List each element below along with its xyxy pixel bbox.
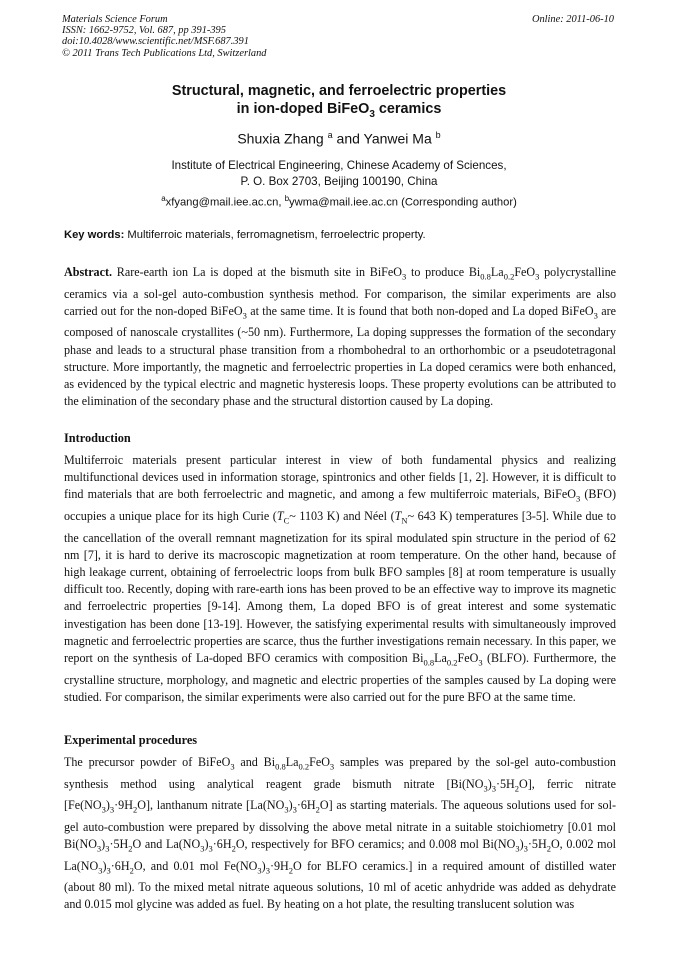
keywords-label: Key words: [64,229,125,241]
title-line-2: in ion-doped BiFeO$_3$ ceramics [236,101,442,120]
abstract-paragraph: Abstract. Rare-earth ion La is doped at the bismuth site in BiFeO$_3$ to produce $Bi_{0.8}La_{0.2}FeO_3$ polycrystalline ceramics via a sol-gel auto-combustion synthesis method. For comparison, the similar experiments are also carried out for the non-doped BiFeO$_3$ at the same time. It is found that both non-doped and La doped BiFeO$_3$ are composed of nanoscale crystallites (~50 nm). Furthermore, La doping suppresses the formation of the secondary phase and leads to a structural phase transition from a rhombohedral to an orthorhombic or a pseudotetragonal structure. More importantly, the magnetic and ferroelectric properties in La doped ceramics were both enhanced, as evidenced by the typical electric and magnetic hysteresis loops. These property evolutions can be attributed to the elimination of the secondary phase and the structural distortion caused by La doping. [64,265,617,409]
doi-line: doi:10.4028/www.scientific.net/MSF.687.391 [62,36,249,48]
journal-header [62,14,266,59]
affiliation: Institute of Electrical Engineering, Chinese Academy of Sciences, P. O. Box 2703, Beijing 100190, China [171,159,507,188]
paper-title [62,82,616,124]
online-date: Online: 2011-06-10 [531,14,614,25]
author-emails: $^a$xfyang@mail.iee.ac.cn, $^b$ywma@mail.iee.ac.cn (Corresponding author) [161,194,517,209]
keywords: Key words: Multiferroic materials, ferromagnetism, ferroelectric property. [64,229,426,241]
experimental-heading: Experimental procedures [64,733,198,747]
title-line-1: Structural, magnetic, and ferroelectric properties [171,83,507,99]
introduction-paragraph: Multiferroic materials present particular interest in view of both fundamental physics and realizing multifunctional devices used in information storage, spintronics and other fields [1, 2]. However, it is difficult to find materials that are both ferroelectric and magnetic, and among a few multiferroic materials, BiFeO$_3$ (BFO) occupies a unique place for its high Curie ($T_C\sim$ 1103 K) and Néel ($T_N\sim$ 643 K) temperatures [3-5]. While due to the cancellation of the overall remnant magnetization for its spiral modulated spin structure in the period of 62 nm [7], it is hard to derive its macroscopic magnetization at room temperature. On the other hand, because of high leakage current, obtaining of ferroelectric loops from bulk BFO samples [8] at room temperature is usually difficult too. Recently, doping with rare-earth ions has been proved to be an effective way to improve its magnetic and ferroelectric properties [9-14]. Among them, La doped BFO is of great interest and some systematic investigation has been done [13-19]. However, the satisfying experimental results with simultaneously improved magnetic and ferroelectric properties are scarce, thus the further investigations remain necessary. In this paper, we report on the synthesis of La-doped BFO ceramics with composition $Bi_{0.8}La_{0.2}FeO_3$ (BLFO). Furthermore, the crystalline structure, morphology, and magnetic and electric properties of the samples caused by La doping were studied. For comparison, the similar experiments were also carried out for the pure BFO at the same time. [64,453,617,704]
introduction-heading: Introduction [64,431,131,445]
author-name: Yanwei Ma [363,130,432,147]
copyright-line: © 2011 Trans Tech Publications Ltd, Switzerland [62,47,267,59]
author-list: Shuxia Zhang $^a$ and Yanwei Ma $^b$ [237,130,441,147]
journal-name: Materials Science Forum [62,14,168,25]
abstract-label: Abstract. [64,265,113,279]
issn-line: ISSN: 1662-9752, Vol. 687, pp 391-395 [62,25,226,37]
author-name: Shuxia Zhang [237,130,324,147]
experimental-paragraph: The precursor powder of BiFeO$_3$ and $Bi_{0.8}La_{0.2}FeO_3$ samples was prepared by the sol-gel auto-combustion synthesis method using analytical reagent grade bismuth nitrate $[Bi(NO_3)_3\cdot 5H_2O]$, ferric nitrate $[Fe(NO_3)_3\cdot 9H_2O]$, lanthanum nitrate $[La(NO_3)_3\cdot 6H_2O]$ as starting materials. The aqueous solutions used for sol-gel auto-combustion were prepared by dissolving the above metal nitrate in a suitable stoichiometry [0.01 mol $Bi(NO_3)_3\cdot 5H_2O$ and $La(NO_3)_3\cdot 6H_2O$, respectively for BFO ceramics; and 0.008 mol $Bi(NO_3)_3\cdot 5H_2O$, 0.002 mol $La(NO_3)_3\cdot 6H_2O$, and 0.01 mol $Fe(NO_3)_3\cdot 9H_2O$ for BLFO ceramics.] in a required amount of distilled water (about 80 ml). To the mixed metal nitrate aqueous solutions, 10 ml of acetic anhydride was added as dehydrate and 0.015 mol glycine was added as fuel. By heating on a hot plate, the resulting translucent solution was [64,755,616,912]
